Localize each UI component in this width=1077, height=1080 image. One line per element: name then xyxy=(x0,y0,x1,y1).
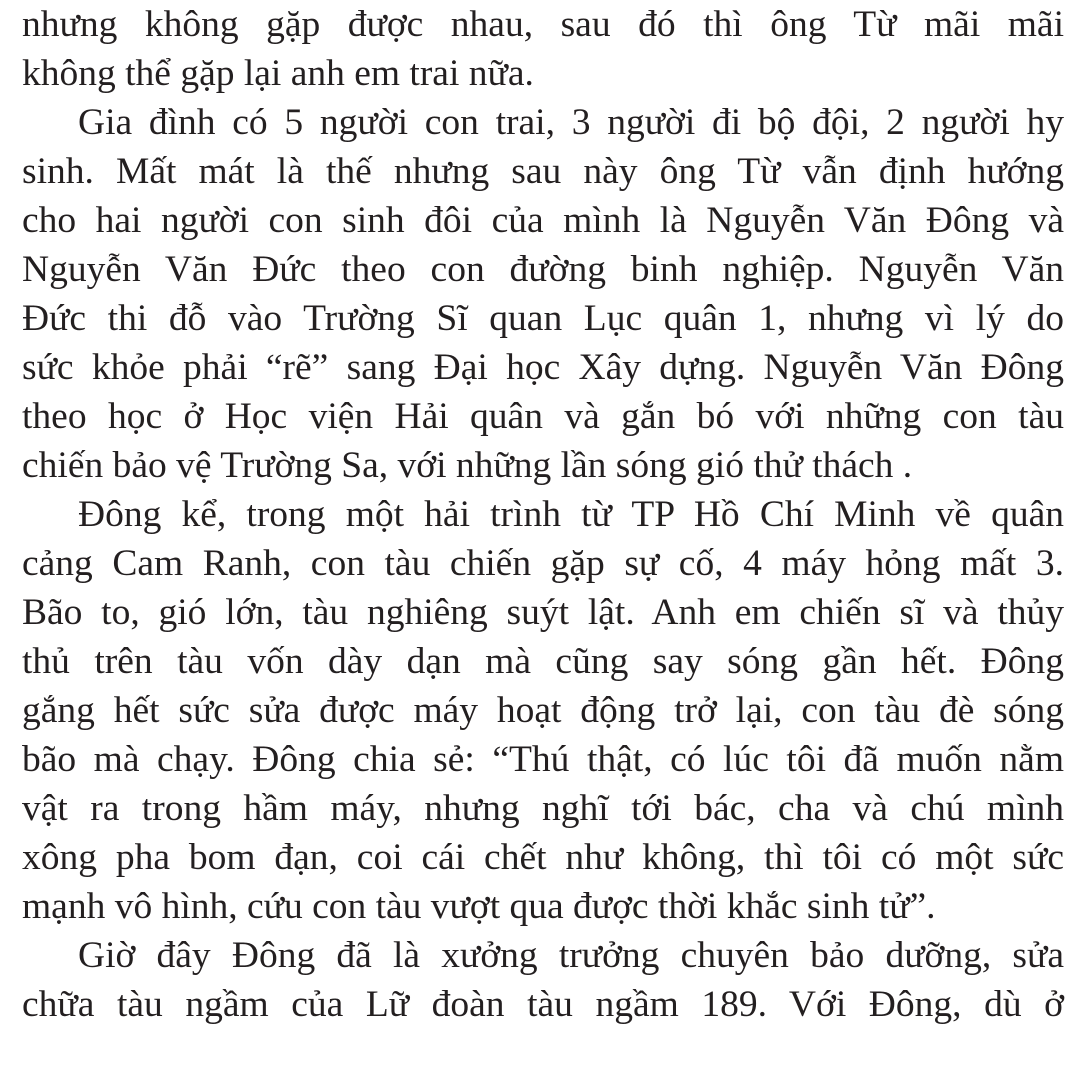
text-line: chữa tàu ngầm của Lữ đoàn tàu ngầm 189. Với Đông, dù ở xyxy=(22,984,1064,1025)
text-line: Bão to, gió lớn, tàu nghiêng suýt lật. Anh em chiến sĩ và thủy xyxy=(22,592,1064,633)
text-line: cho hai người con sinh đôi của mình là Nguyễn Văn Đông và xyxy=(22,200,1064,241)
text-line: Nguyễn Văn Đức theo con đường binh nghiệp. Nguyễn Văn xyxy=(22,249,1064,290)
text-line: chiến bảo vệ Trường Sa, với những lần sóng gió thử thách . xyxy=(22,445,913,486)
text-line: mạnh vô hình, cứu con tàu vượt qua được thời khắc sinh tử”. xyxy=(22,886,936,927)
text-line: nhưng không gặp được nhau, sau đó thì ông Từ mãi mãi xyxy=(22,4,1064,45)
text-line: Đông kể, trong một hải trình từ TP Hồ Chí Minh về quân xyxy=(78,494,1064,535)
text-line: cảng Cam Ranh, con tàu chiến gặp sự cố, 4 máy hỏng mất 3. xyxy=(22,543,1064,584)
paragraph-3 xyxy=(22,490,1064,931)
paragraph-4 xyxy=(22,931,1064,1029)
text-line: xông pha bom đạn, coi cái chết như không, thì tôi có một sức xyxy=(22,837,1064,878)
text-line: sinh. Mất mát là thế nhưng sau này ông Từ vẫn định hướng xyxy=(22,151,1064,192)
text-line: không thể gặp lại anh em trai nữa. xyxy=(22,53,534,94)
paragraph-1 xyxy=(22,0,1064,98)
text-line: vật ra trong hầm máy, nhưng nghĩ tới bác, cha và chú mình xyxy=(22,788,1064,829)
document-page xyxy=(22,0,1064,1029)
paragraph-2 xyxy=(22,98,1064,490)
text-line: theo học ở Học viện Hải quân và gắn bó với những con tàu xyxy=(22,396,1064,437)
text-line: bão mà chạy. Đông chia sẻ: “Thú thật, có lúc tôi đã muốn nằm xyxy=(22,739,1064,780)
text-line: Đức thi đỗ vào Trường Sĩ quan Lục quân 1, nhưng vì lý do xyxy=(22,298,1064,339)
text-line: Giờ đây Đông đã là xưởng trưởng chuyên bảo dưỡng, sửa xyxy=(78,935,1064,976)
text-line: thủ trên tàu vốn dày dạn mà cũng say sóng gần hết. Đông xyxy=(22,641,1064,682)
text-line: sức khỏe phải “rẽ” sang Đại học Xây dựng. Nguyễn Văn Đông xyxy=(22,347,1064,388)
text-line: gắng hết sức sửa được máy hoạt động trở lại, con tàu đè sóng xyxy=(22,690,1064,731)
text-line: Gia đình có 5 người con trai, 3 người đi bộ đội, 2 người hy xyxy=(78,102,1064,143)
